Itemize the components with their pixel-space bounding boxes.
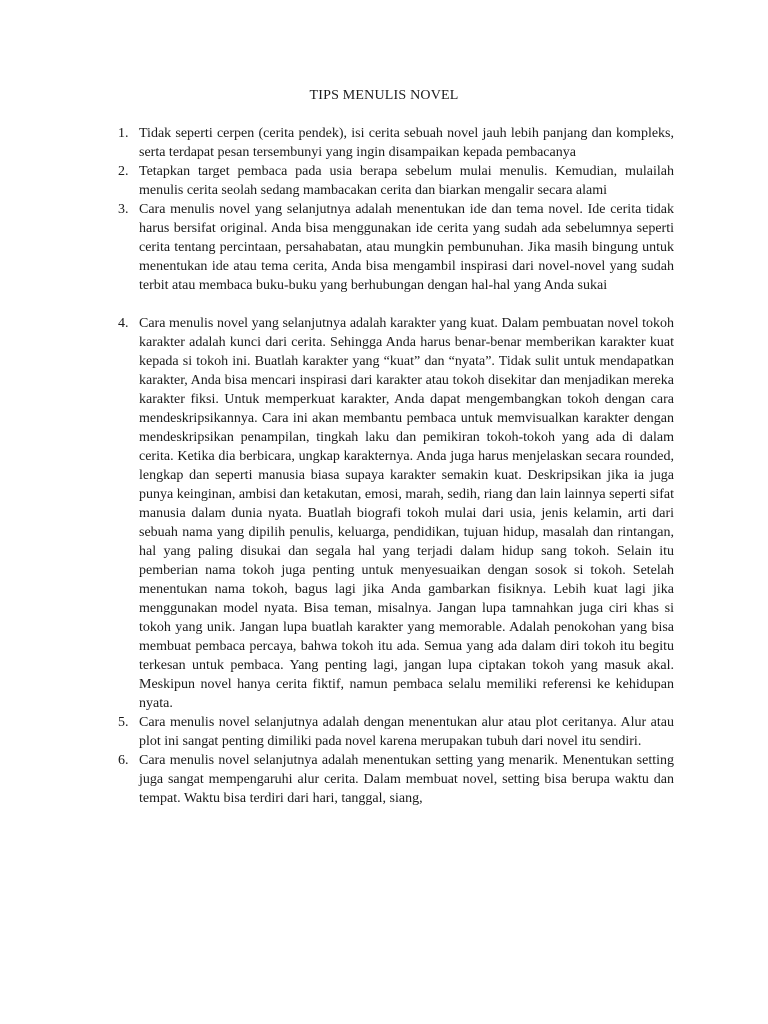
list-text: Tidak seperti cerpen (cerita pendek), isi cerita sebuah novel jauh lebih panjang dan kompleks, serta terdapat pesan tersembunyi yang ingin disampaikan kepada pembacanya [139, 126, 674, 160]
list-text: Cara menulis novel selanjutnya adalah menentukan setting yang menarik. Menentukan setting juga sangat mempengaruhi alur cerita. Dalam membuat novel, setting bisa berupa waktu dan tempat. Waktu bisa terdiri dari hari, tanggal, siang, [139, 753, 674, 806]
list-number: 4. [118, 316, 129, 331]
list-number: 2. [118, 164, 129, 179]
tips-list [0, 124, 768, 808]
list-number: 6. [118, 753, 129, 768]
list-number: 1. [118, 126, 129, 141]
list-number: 5. [118, 715, 129, 730]
list-text: Tetapkan target pembaca pada usia berapa sebelum mulai menulis. Kemudian, mulailah menulis cerita seolah sedang mambacakan cerita dan biarkan mengalir secara alami [139, 164, 674, 198]
document-title: TIPS MENULIS NOVEL [309, 88, 459, 103]
list-text: Cara menulis novel selanjutnya adalah dengan menentukan alur atau plot ceritanya. Alur atau plot ini sangat penting dimiliki pada novel karena merupakan tubuh dari novel itu sendiri. [139, 715, 674, 749]
list-item [0, 200, 768, 295]
list-number: 3. [118, 202, 129, 217]
list-text: Cara menulis novel yang selanjutnya adalah menentukan ide dan tema novel. Ide cerita tidak harus bersifat original. Anda bisa menggunakan ide cerita yang sudah ada sebelumnya seperti cerita tentang percintaan, persahabatan, atau mungkin pembunuhan. Jika masih bingung untuk menentukan ide atau tema cerita, Anda bisa mengambil inspirasi dari novel-novel yang sudah terbit atau membaca buku-buku yang berhubungan dengan hal-hal yang Anda sukai [139, 202, 674, 293]
list-text: Cara menulis novel yang selanjutnya adalah karakter yang kuat. Dalam pembuatan novel tokoh karakter adalah kunci dari cerita. Sehingga Anda harus benar-benar memberikan karakter kuat kepada si tokoh ini. Buatlah karakter yang “kuat” dan “nyata”. Tidak sulit untuk mendapatkan karakter, Anda bisa mencari inspirasi dari karakter atau tokoh disekitar dan menjadikan mereka karakter fiksi. Untuk memperkuat karakter, Anda dapat mengembangkan tokoh dengan cara mendeskripsikannya. Cara ini akan membantu pembaca untuk memvisualkan karakter dengan mendeskripsikan penampilan, tingkah laku dan pemikiran tokoh-tokoh yang ada di dalam cerita. Ketika dia berbicara, ungkap karakternya. Anda juga harus menjelaskan secara rounded, lengkap dan seperti manusia biasa supaya karakter semakin kuat. Deskripsikan jika ia juga punya keinginan, ambisi dan ketakutan, emosi, marah, sedih, riang dan lain lainnya seperti sifat manusia dalam dunia nyata. Buatlah biografi tokoh mulai dari usia, jenis kelamin, arti dari sebuah nama yang dipilih penulis, keluarga, pendidikan, tujuan hidup, masalah dan rintangan, hal yang paling disukai dan segala hal yang terjadi dalam hidup sang tokoh. Selain itu pemberian nama tokoh juga penting untuk menyesuaikan dengan sosok si tokoh. Setelah menentukan nama tokoh, bagus lagi jika Anda gambarkan fisiknya. Lebih kuat lagi jika menggunakan model nyata. Bisa teman, misalnya. Jangan lupa tamnahkan juga ciri khas si tokoh yang unik. Jangan lupa buatlah karakter yang memorable. Adalah penokohan yang bisa membuat pembaca percaya, bahwa tokoh itu ada. Semua yang ada dalam diri tokoh itu begitu terkesan untuk pembaca. Yang penting lagi, jangan lupa ciptakan tokoh yang masuk akal. Meskipun novel hanya cerita fiktif, namun pembaca selalu memiliki referensi ke kehidupan nyata. [139, 316, 674, 711]
list-item [0, 751, 768, 808]
list-item [0, 124, 768, 162]
list-item [0, 162, 768, 200]
list-item [0, 713, 768, 751]
list-item [0, 314, 768, 713]
